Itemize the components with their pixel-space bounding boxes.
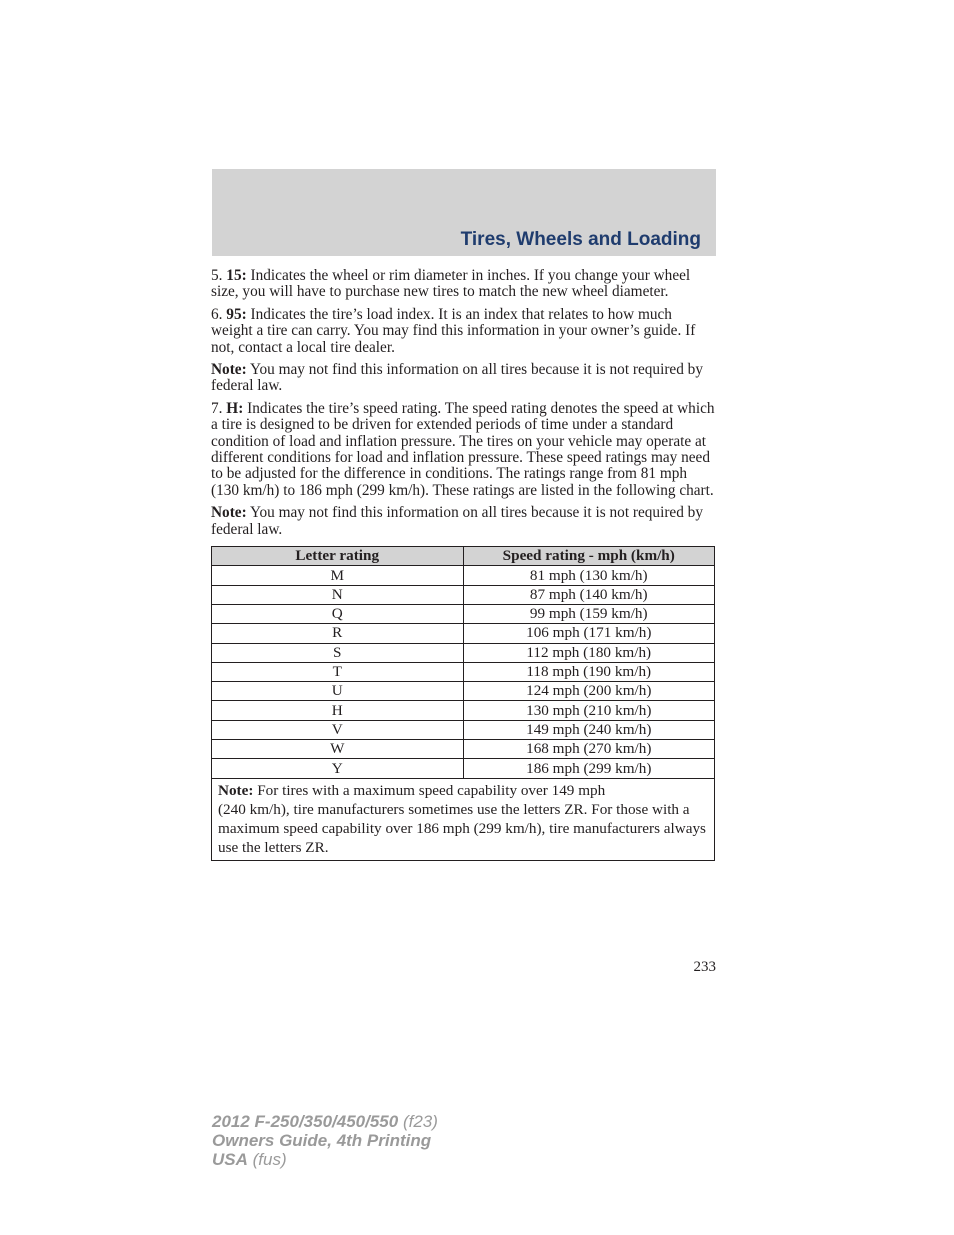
note-paragraph-2 — [211, 505, 716, 538]
speed-cell: 99 mph (159 km/h) — [463, 604, 715, 623]
speed-cell: 186 mph (299 km/h) — [463, 759, 715, 778]
footer-model-line — [212, 1112, 438, 1131]
speed-cell: 168 mph (270 km/h) — [463, 740, 715, 759]
letter-cell: T — [212, 662, 464, 681]
page-content — [211, 268, 716, 861]
table-row — [212, 643, 715, 662]
table-note — [212, 778, 715, 860]
section-header-band — [212, 169, 716, 256]
footer-market-line — [212, 1150, 438, 1169]
item-key: 15: — [226, 267, 247, 284]
note-label: Note: — [218, 781, 254, 799]
speed-cell: 81 mph (130 km/h) — [463, 566, 715, 585]
table-row — [212, 701, 715, 720]
column-header-speed: Speed rating - mph (km/h) — [463, 547, 715, 566]
letter-cell: W — [212, 740, 464, 759]
speed-cell: 87 mph (140 km/h) — [463, 585, 715, 604]
letter-cell: N — [212, 585, 464, 604]
letter-cell: Q — [212, 604, 464, 623]
footer-model-code: (f23) — [398, 1112, 438, 1131]
footer-printing-line: Owners Guide, 4th Printing — [212, 1131, 432, 1150]
table-row — [212, 662, 715, 681]
column-header-letter: Letter rating — [212, 547, 464, 566]
section-title: Tires, Wheels and Loading — [460, 229, 701, 250]
speed-cell: 106 mph (171 km/h) — [463, 624, 715, 643]
speed-cell: 130 mph (210 km/h) — [463, 701, 715, 720]
footer-model: 2012 F-250/350/450/550 — [212, 1112, 399, 1131]
footer-market-code: (fus) — [247, 1150, 287, 1169]
item-number: 6. — [211, 305, 227, 323]
table-row — [212, 720, 715, 739]
letter-cell: M — [212, 566, 464, 585]
note-paragraph-1 — [211, 362, 716, 395]
item-key: H: — [226, 399, 244, 417]
speed-cell: 124 mph (200 km/h) — [463, 682, 715, 701]
note-label: Note: — [211, 361, 247, 379]
document-footer — [212, 1112, 438, 1169]
footer-market: USA — [212, 1150, 248, 1169]
item-text: Indicates the tire’s speed rating. The speed rating denotes the speed at which a tire is designed to be driven for extended periods of time under a standard condition of load and inflation pressure. The tires on your vehicle may operate at different conditions for load and inflation pressure. These speed ratings may need to be adjusted for the difference in conditions. The ratings range from 81 mph (130 km/h) to 186 mph (299 km/h). These ratings are listed in the following chart. — [211, 399, 715, 499]
note-text-rest: (240 km/h), tire manufacturers sometimes use the letters ZR. For those with a maximum speed capability over 186 mph (299 km/h), tire manufacturers always use the letters ZR. — [218, 800, 706, 856]
item-number: 5. — [211, 267, 227, 284]
table-row — [212, 585, 715, 604]
speed-cell: 112 mph (180 km/h) — [463, 643, 715, 662]
table-row — [212, 624, 715, 643]
item-text: Indicates the tire’s load index. It is an index that relates to how much weight a tire can carry. You may find this information in your owner’s guide. If not, contact a local tire dealer. — [211, 305, 696, 356]
letter-cell: S — [212, 643, 464, 662]
item-number: 7. — [211, 399, 227, 417]
page-number: 233 — [693, 959, 716, 975]
table-row — [212, 682, 715, 701]
table-row — [212, 740, 715, 759]
item-5-paragraph — [211, 268, 716, 301]
table-row — [212, 759, 715, 778]
note-text: You may not find this information on all tires because it is not required by federal law. — [211, 504, 703, 538]
item-6-paragraph — [211, 307, 716, 356]
item-key: 95: — [226, 305, 247, 323]
letter-cell: Y — [212, 759, 464, 778]
note-label: Note: — [211, 504, 247, 522]
letter-cell: U — [212, 682, 464, 701]
speed-cell: 149 mph (240 km/h) — [463, 720, 715, 739]
table-row — [212, 604, 715, 623]
speed-cell: 118 mph (190 km/h) — [463, 662, 715, 681]
letter-cell: R — [212, 624, 464, 643]
table-header-row — [212, 547, 715, 566]
letter-cell: V — [212, 720, 464, 739]
letter-cell: H — [212, 701, 464, 720]
item-text: Indicates the wheel or rim diameter in inches. If you change your wheel size, you will have to purchase new tires to match the new wheel diameter. — [211, 267, 691, 301]
note-text: You may not find this information on all tires because it is not required by federal law. — [211, 361, 703, 395]
table-row — [212, 566, 715, 585]
table-note-row — [212, 778, 715, 860]
speed-rating-table — [211, 546, 715, 861]
item-7-paragraph — [211, 401, 716, 499]
note-text-line1: For tires with a maximum speed capability over 149 mph — [253, 781, 606, 799]
